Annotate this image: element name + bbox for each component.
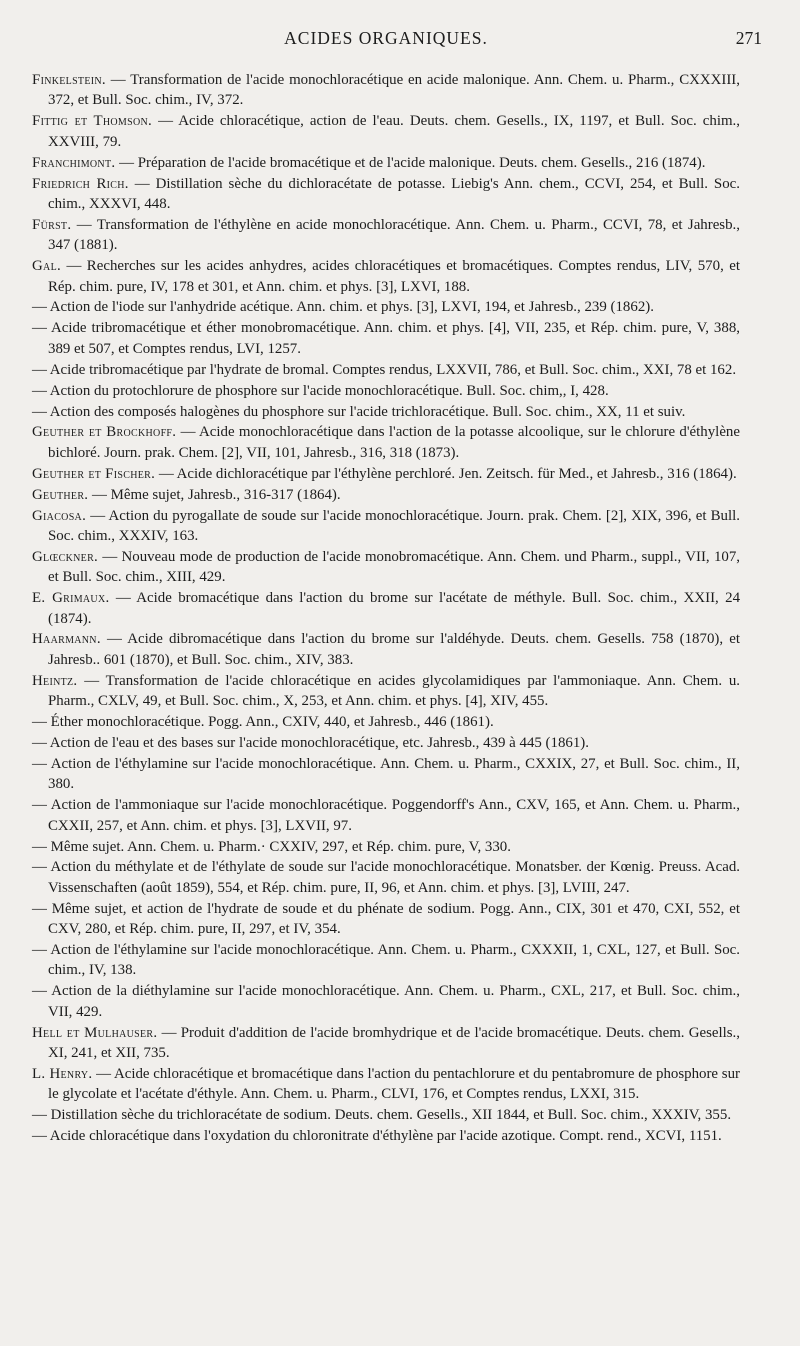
- page-number: 271: [735, 28, 762, 48]
- entry-author: Friedrich Rich.: [32, 175, 129, 192]
- entry-text: — Action de l'ammoniaque sur l'acide monochloracétique. Poggendorff's Ann., CXV, 165, et Ann. Chem. u. Pharm., CXXII, 257, et Ann. chim. et phys. [3], LXVII, 97.: [32, 797, 740, 834]
- entry-text: — Acide dichloracétique par l'éthylène perchloré. Jen. Zeitsch. für Med., et Jahresb., 316 (1864).: [155, 465, 737, 482]
- bibliography-entry: [32, 174, 740, 215]
- entry-author: Hell et Mulhauser.: [32, 1024, 158, 1041]
- entry-text: — Action de l'éthylamine sur l'acide monochloracétique. Ann. Chem. u. Pharm., CXXIX, 27, et Bull. Soc. chim., II, 380.: [32, 755, 740, 793]
- bibliography-entry: [32, 1105, 740, 1125]
- entry-text: — Acide chloracétique dans l'oxydation du chloronitrate d'éthylène par l'acide azotique. Compt. rend., XCVI, 1151.: [32, 1128, 722, 1145]
- running-title: ACIDES ORGANIQUES.: [284, 28, 488, 48]
- bibliography-entry: [32, 70, 740, 111]
- bibliography-entry: [32, 360, 740, 380]
- entry-text: — Action du protochlorure de phosphore sur l'acide monochloracétique. Bull. Soc. chim,, I, 428.: [32, 382, 609, 399]
- entry-text: — Acide tribromacétique par l'hydrate de bromal. Comptes rendus, LXXVII, 786, et Bull. Soc. chim., XXI, 78 et 162.: [32, 361, 737, 378]
- bibliography-entry: [32, 940, 740, 981]
- entry-text: — Action de l'iode sur l'anhydride acétique. Ann. chim. et phys. [3], LXVI, 194, et Jahresb., 239 (1862).: [32, 299, 654, 316]
- entry-text: — Même sujet, Jahresb., 316-317 (1864).: [88, 486, 341, 503]
- entry-text: — Action du méthylate et de l'éthylate de soude sur l'acide monochloracétique. Monatsber. der Kœnig. Preuss. Acad. Vissenschaften (août 1859), 554, et Rép. chim. pure, II, 96, et Ann. chim. et phys. [3], LVIII, 247.: [32, 859, 740, 896]
- entry-author: Geuther et Brockhoff.: [32, 424, 177, 441]
- entry-text: — Acide monochloracétique dans l'action de la potasse alcoolique, sur le chlorure d'éthylène bichloré. Journ. prak. Chem. [2], VII, 101, Jahresb., 316, 318 (1873).: [48, 424, 740, 461]
- bibliography-entry: [32, 297, 740, 317]
- entry-text: — Acide chloracétique, action de l'eau. Deuts. chem. Gesells., IX, 1197, et Bull. Soc. chim., XXVIII, 79.: [48, 113, 740, 150]
- bibliography-entry: [32, 733, 740, 753]
- entry-author: Heintz.: [32, 672, 78, 689]
- entry-text: — Acide chloracétique et bromacétique dans l'action du pentachlorure et du pentabromure de phosphore sur le glycolate et l'acétate d'éthyle. Ann. Chem. u. Pharm., CLVI, 176, et Comptes rendus, LXXI, 315.: [48, 1066, 740, 1103]
- bibliography-entry: [32, 629, 740, 670]
- bibliography-entry: [32, 485, 740, 505]
- entry-text: — Même sujet, et action de l'hydrate de soude et du phénate de sodium. Pogg. Ann., CIX, 301 et 470, CXI, 552, et CXV, 280, et Rép. chim. pure, II, 297, et IV, 354.: [32, 900, 740, 938]
- entry-author: Finkelstein.: [32, 72, 106, 88]
- entry-text: — Transformation de l'éthylène en acide monochloracétique. Ann. Chem. u. Pharm., CCVI, 78, et Jahresb., 347 (1881).: [48, 216, 740, 254]
- bibliography-entry: [32, 256, 740, 297]
- entry-author: Gal.: [32, 258, 62, 275]
- entry-text: — Préparation de l'acide bromacétique et de l'acide malonique. Deuts. chem. Gesells., 216 (1874).: [115, 154, 706, 171]
- bibliography-entry: [32, 402, 740, 422]
- bibliography-entry: [32, 671, 740, 712]
- bibliography-entry: [32, 981, 740, 1022]
- entry-text: — Recherches sur les acides anhydres, acides chloracétiques et bromacétiques. Comptes rendus, LIV, 570, et Rép. chim. pure, IV, 178 et 301, et Ann. chim. et phys. [3], LXVI, 188.: [48, 258, 740, 295]
- entry-text: — Acide dibromacétique dans l'action du brome sur l'aldéhyde. Deuts. chem. Gesells. 758 (1870), et Jahresb.. 601 (1870), et Bull. Soc. chim., XIV, 383.: [48, 631, 740, 668]
- entry-text: — Éther monochloracétique. Pogg. Ann., CXIV, 440, et Jahresb., 446 (1861).: [32, 714, 494, 731]
- entry-text: — Action du pyrogallate de soude sur l'acide monochloracétique. Journ. prak. Chem. [2], XIX, 396, et Bull. Soc. chim., XXXIV, 163.: [48, 507, 740, 544]
- bibliography-entry: [32, 899, 740, 940]
- entry-author: Franchimont.: [32, 154, 116, 171]
- bibliography-entry: [32, 1023, 740, 1064]
- entry-text: — Action de la diéthylamine sur l'acide monochloracétique. Ann. Chem. u. Pharm., CXL, 217, et Bull. Soc. chim., VII, 429.: [32, 983, 740, 1020]
- entry-text: — Acide tribromacétique et éther monobromacétique. Ann. chim. et phys. [4], VII, 235, et Rép. chim. pure, V, 388, 389 et 507, et Comptes rendus, LVI, 1257.: [32, 320, 740, 357]
- bibliography-entry: [32, 712, 740, 732]
- bibliography-entry: [32, 754, 740, 795]
- bibliography-entry: [32, 111, 740, 152]
- entry-text: — Acide bromacétique dans l'action du brome sur l'acétate de méthyle. Bull. Soc. chim., XXII, 24 (1874).: [48, 590, 741, 627]
- entry-author: Geuther.: [32, 486, 89, 503]
- entry-text: — Transformation de l'acide monochloracétique en acide malonique. Ann. Chem. u. Pharm., CXXXIII, 372, et Bull. Soc. chim., IV, 372.: [48, 72, 740, 109]
- entry-author: Fürst.: [32, 216, 72, 233]
- entry-text: — Produit d'addition de l'acide bromhydrique et de l'acide bromacétique. Deuts. chem. Gesells., XI, 241, et XII, 735.: [48, 1024, 740, 1062]
- bibliography-entry: [32, 464, 740, 484]
- entry-text: — Distillation sèche du trichloracétate de sodium. Deuts. chem. Gesells., XII 1844, et Bull. Soc. chim., XXXIV, 355.: [32, 1107, 732, 1124]
- entry-author: Geuther et Fischer.: [32, 465, 156, 482]
- entry-text: — Nouveau mode de production de l'acide monobromacétique. Ann. Chem. und Pharm., suppl., VII, 107, et Bull. Soc. chim., XIII, 429.: [48, 548, 740, 586]
- entry-author: Giacosa.: [32, 507, 87, 524]
- bibliography-entry: [32, 588, 740, 629]
- bibliography-entry: [32, 381, 740, 401]
- entry-author: E. Grimaux.: [32, 590, 110, 607]
- entry-author: Haarmann.: [32, 631, 101, 648]
- entry-author: Glœckner.: [32, 548, 99, 565]
- page-header: [32, 28, 762, 54]
- bibliography-entry: [32, 215, 740, 256]
- bibliography-entry: [32, 1126, 740, 1146]
- entry-text: — Transformation de l'acide chloracétique en acides glycolamidiques par l'ammoniaque. Ann. Chem. u. Pharm., CXLV, 49, et Bull. Soc. chim., X, 253, et Ann. chim. et phys. [4], XIV, 455.: [48, 672, 740, 710]
- entry-text: — Action de l'eau et des bases sur l'acide monochloracétique, etc. Jahresb., 439 à 445 (1861).: [32, 735, 589, 751]
- entry-text: — Distillation sèche du dichloracétate de potasse. Liebig's Ann. chem., CCVI, 254, et Bull. Soc. chim., XXXVI, 448.: [48, 175, 740, 212]
- entry-text: — Action des composés halogènes du phosphore sur l'acide trichloracétique. Bull. Soc. chim., XX, 11 et suiv.: [32, 403, 686, 420]
- bibliography-list: [32, 70, 740, 1147]
- bibliography-entry: [32, 506, 740, 547]
- entry-text: — Action de l'éthylamine sur l'acide monochloracétique. Ann. Chem. u. Pharm., CXXXII, 1, CXL, 127, et Bull. Soc. chim., IV, 138.: [32, 942, 740, 979]
- bibliography-entry: [32, 795, 740, 836]
- bibliography-entry: [32, 857, 740, 898]
- entry-author: L. Henry.: [32, 1066, 93, 1082]
- bibliography-entry: [32, 1064, 740, 1105]
- entry-author: Fittig et Thomson.: [32, 113, 153, 130]
- bibliography-entry: [32, 547, 740, 588]
- bibliography-entry: [32, 837, 740, 857]
- entry-text: — Même sujet. Ann. Chem. u. Pharm.· CXXIV, 297, et Rép. chim. pure, V, 330.: [32, 838, 511, 855]
- bibliography-entry: [32, 422, 740, 463]
- bibliography-entry: [32, 318, 740, 359]
- bibliography-entry: [32, 153, 740, 173]
